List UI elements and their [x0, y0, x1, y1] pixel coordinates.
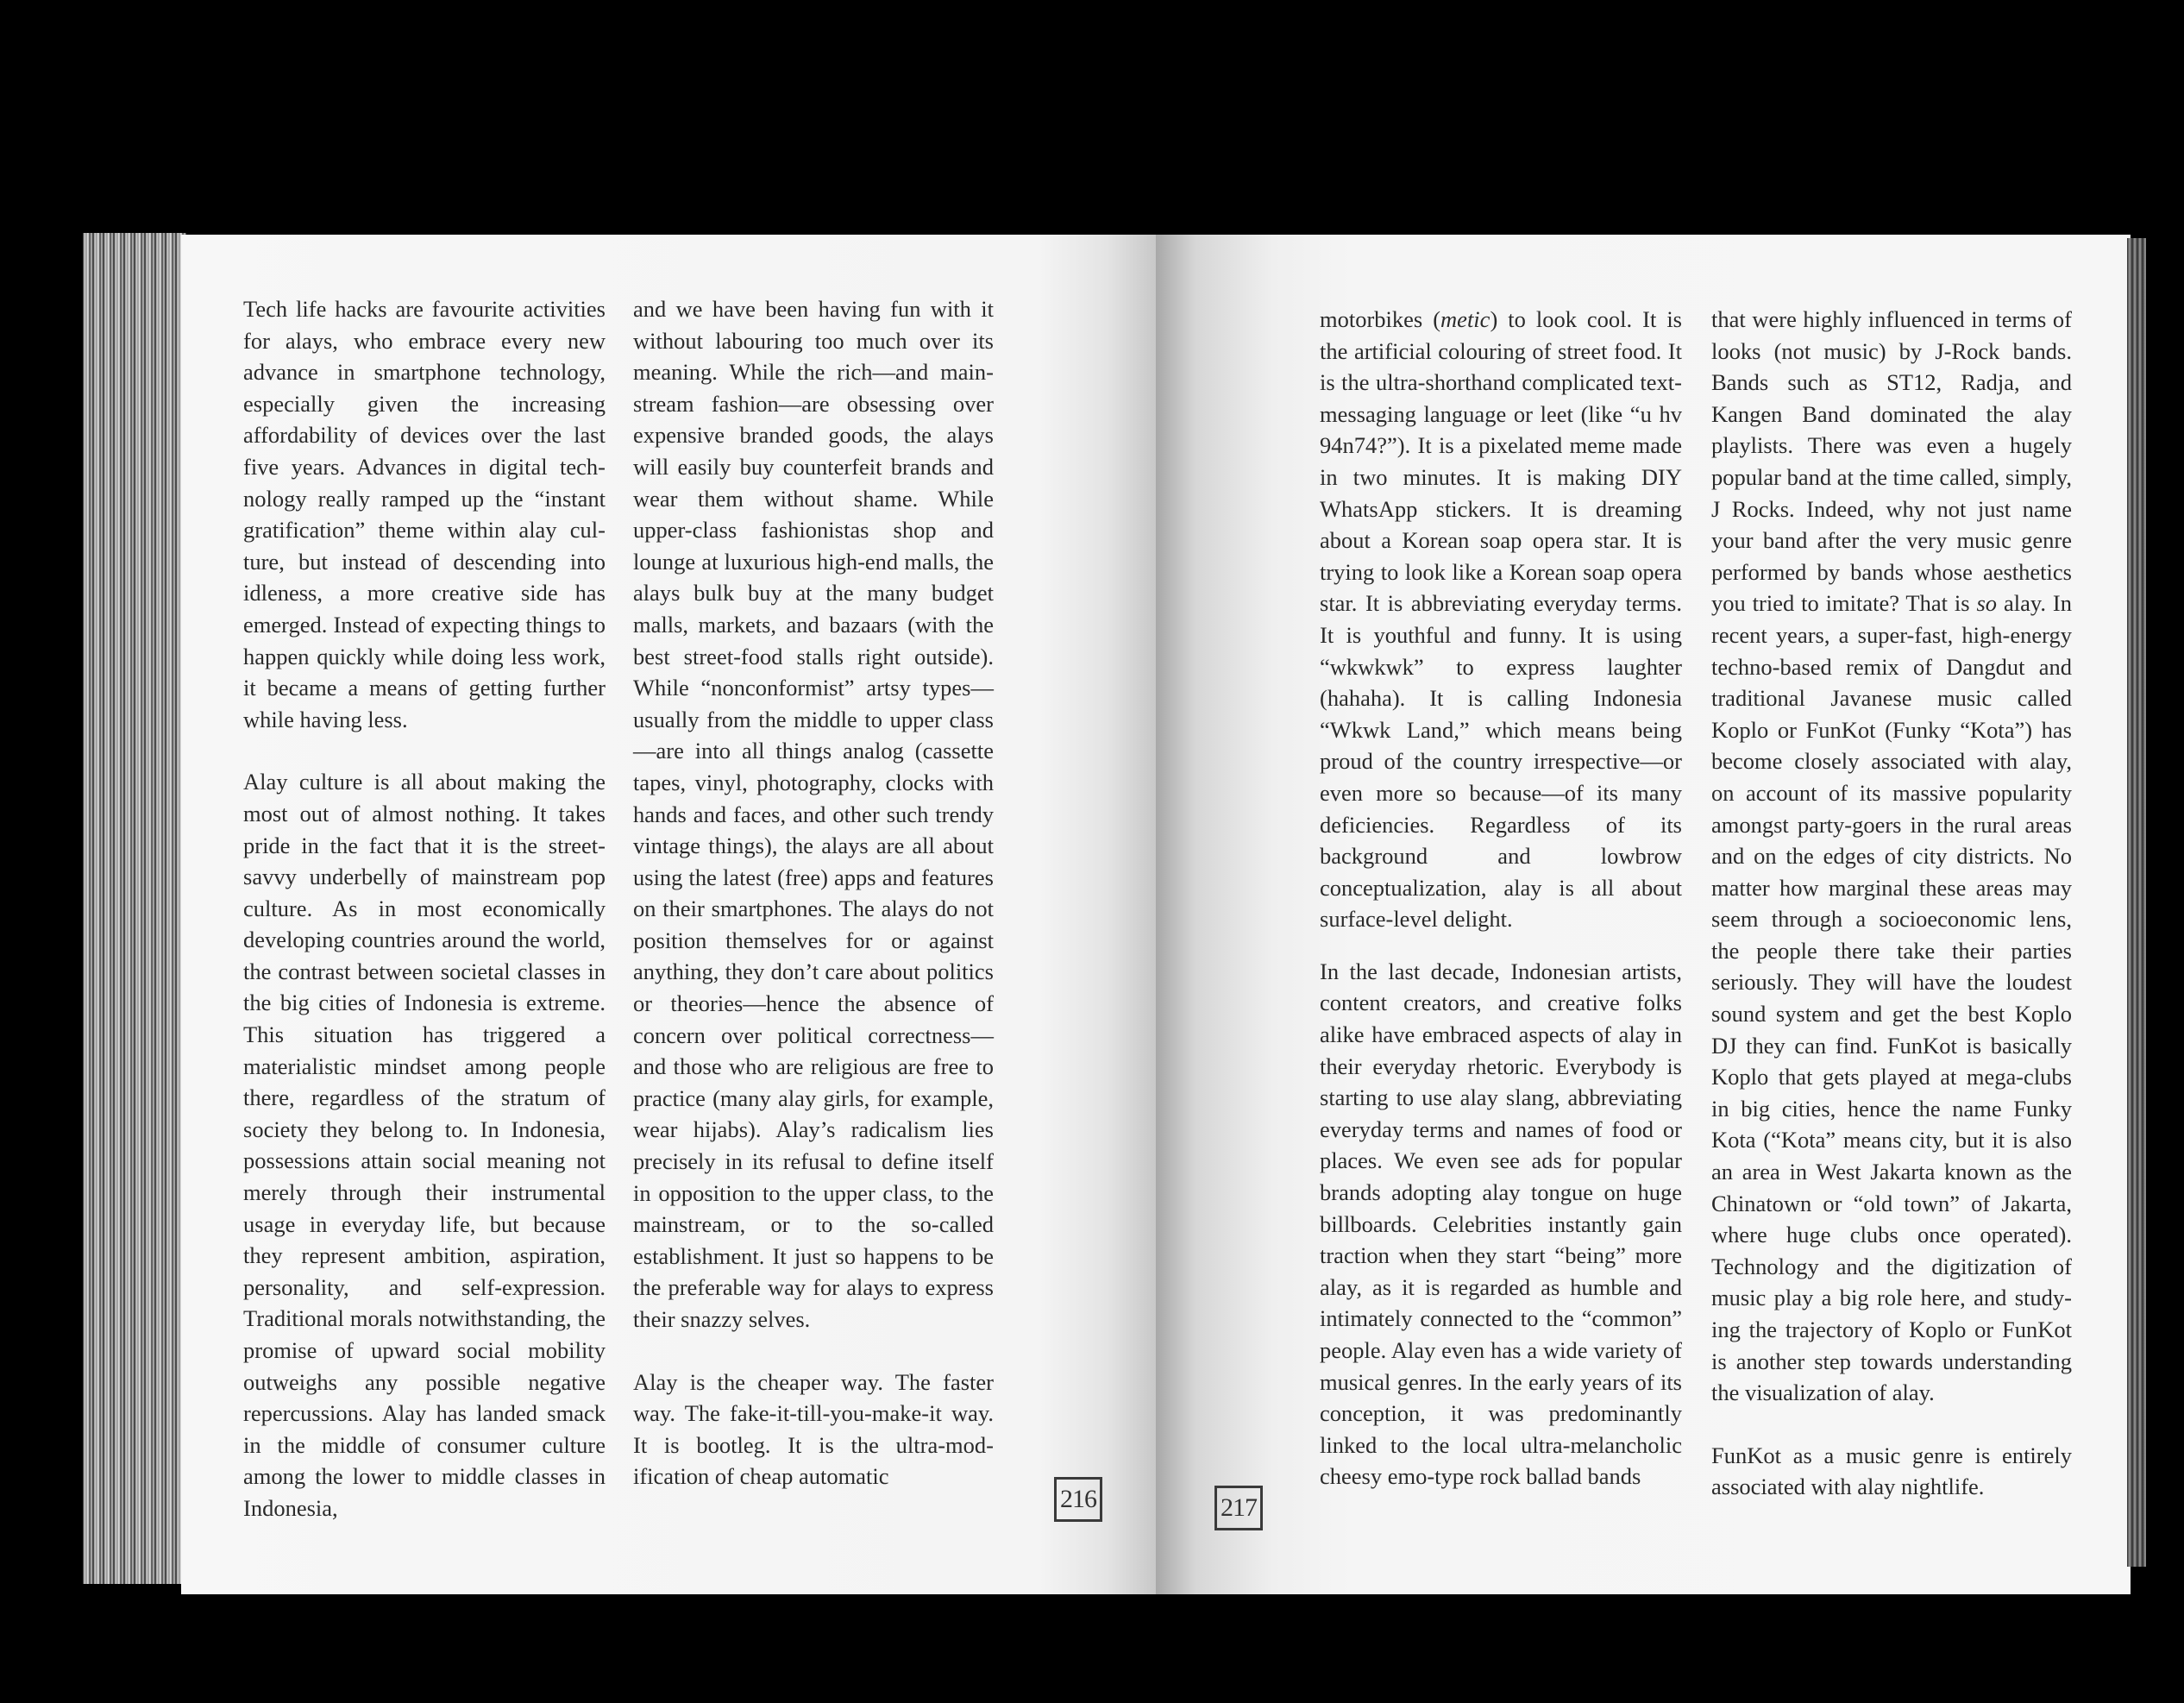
- italic-term: so: [1976, 590, 1998, 617]
- paragraph: Tech life hacks are favourite activities for alays, who embrace every new advance in smartphone technology, especially given the increasing affordability of devices over the last five years. Advances in digital technology really ramped up the “instant gratification” theme within alay culture, but instead of descending into idleness, a more creative side has emerged. Instead of expecting things to happen quickly while doing less work, it became a means of getting further while having less.: [243, 296, 606, 732]
- paragraph: and we have been having fun with it without labouring too much over its meaning. While the rich—and mainstream fashion—are obsessing over expensive branded goods, the alays will easily buy counterfeit brands and wear them without shame. While upper-class fashionistas shop and lounge at luxurious high-end malls, the alays bulk buy at the many budget malls, markets, and bazaars (with the best street-food stalls right outside). While “nonconformist” artsy types—usually from the middle to upper class—are into all things analog (cassette tapes, vinyl, photography, clocks with hands and faces, and other such trendy vintage things), the alays are all about using the latest (free) apps and features on their smartphones. The alays do not position themselves for or against anything, they don’t care about politics or theories—hence the absence of concern over political correctness—and those who are religious are free to practice (many alay girls, for example, wear hijabs). Alay’s radicalism lies precisely in its refusal to define itself in opposition to the upper class, to the mainstream, or to the so-called establishment. It just so happens to be the preferable way for alays to express their snazzy selves.: [633, 296, 994, 1332]
- italic-term: metic: [1440, 306, 1491, 332]
- paragraph: FunKot as a music genre is entirely associated with alay nightlife.: [1711, 1442, 2072, 1500]
- page-number-left: 216: [1054, 1477, 1102, 1522]
- page-number-right: 217: [1214, 1486, 1263, 1530]
- right-page-column-2: [1711, 304, 2072, 1503]
- right-page-column-1: [1320, 304, 1682, 1492]
- paragraph: Alay is the cheaper way. The faster way. The fake-it-till-you-make-it way. It is bootleg. It is the ultra-modification of cheap automatic: [633, 1368, 994, 1490]
- paragraph: motorbikes (metic) to look cool. It is the artificial colouring of street food. It is the ultra-shorthand complicated text-messaging language or leet (like “u hv 94n74?”). It is a pixelated meme made in two minutes. It is making DIY WhatsApp stickers. It is dreaming about a Korean soap opera star. It is trying to look like a Korean soap opera star. It is abbreviating everyday terms. It is youthful and funny. It is using “wkwkwk” to express laughter (hahaha). It is calling Indonesia “Wkwk Land,” which means being proud of the country irrespective—or even more so because—of its many deficiencies. Regardless of its background and lowbrow conceptualization, alay is all about surface-level delight.: [1320, 306, 1682, 933]
- right-page-edge: [2127, 238, 2146, 1567]
- left-page-column-1: [243, 293, 606, 1524]
- page-edge-stack: [83, 233, 186, 1584]
- paragraph: Alay culture is all about making the most out of almost nothing. It takes pride in the fact that it is the street-savvy underbelly of mainstream pop culture. As in most economically developing countries around the world, the contrast between societal classes in the big cities of Indonesia is extreme. This situation has triggered a materialistic mindset among people there, regardless of the stratum of society they belong to. In Indonesia, possessions attain social meaning not merely through their instrumental usage in everyday life, but because they represent ambition, aspiration, personality, and self-expression. Traditional morals notwithstanding, the promise of upward social mobility outweighs any possible negative repercussions. Alay has landed smack in the middle of consumer culture among the lower to middle classes in Indonesia,: [243, 769, 606, 1521]
- left-page-column-2: [633, 293, 994, 1492]
- paragraph: In the last decade, Indonesian artists, content creators, and creative folks alike have embraced aspects of alay in their everyday rhetoric. Everybody is starting to use alay slang, abbreviating everyday terms and names of food or places. We even see ads for popular brands adopting alay tongue on huge billboards. Celebrities instantly gain traction when they start “being” more alay, as it is regarded as humble and intimately connected to the “common” people. Alay even has a wide variety of musical genres. In the early years of its conception, it was predominantly linked to the local ultra-melancholic cheesy emo-type rock ballad bands: [1320, 958, 1682, 1490]
- paragraph: that were highly influenced in terms of looks (not music) by J-Rock bands. Bands such as ST12, Radja, and Kangen Band dominated the alay playlists. There was even a hugely popular band at the time called, simply, J Rocks. Indeed, why not just name your band after the very music genre performed by bands whose aesthetics you tried to imitate? That is so alay. In recent years, a super-fast, high-energy techno-based remix of Dangdut and traditional Javanese music called Koplo or FunKot (Funky “Kota”) has become closely associated with alay, on account of its massive popularity amongst party-goers in the rural areas and on the edges of city districts. No matter how marginal these areas may seem through a socioeconomic lens, the people there take their parties seriously. They will have the loudest sound system and get the best Koplo DJ they can find. FunKot is basically Koplo that gets played at mega-clubs in big cities, hence the name Funky Kota (“Kota” means city, but it is also an area in West Jakarta known as the Chinatown or “old town” of Jakarta, where huge clubs once operated). Technology and the digitization of music play a big role here, and studying the trajectory of Koplo or FunKot is another step towards understanding the visualization of alay.: [1711, 306, 2072, 1406]
